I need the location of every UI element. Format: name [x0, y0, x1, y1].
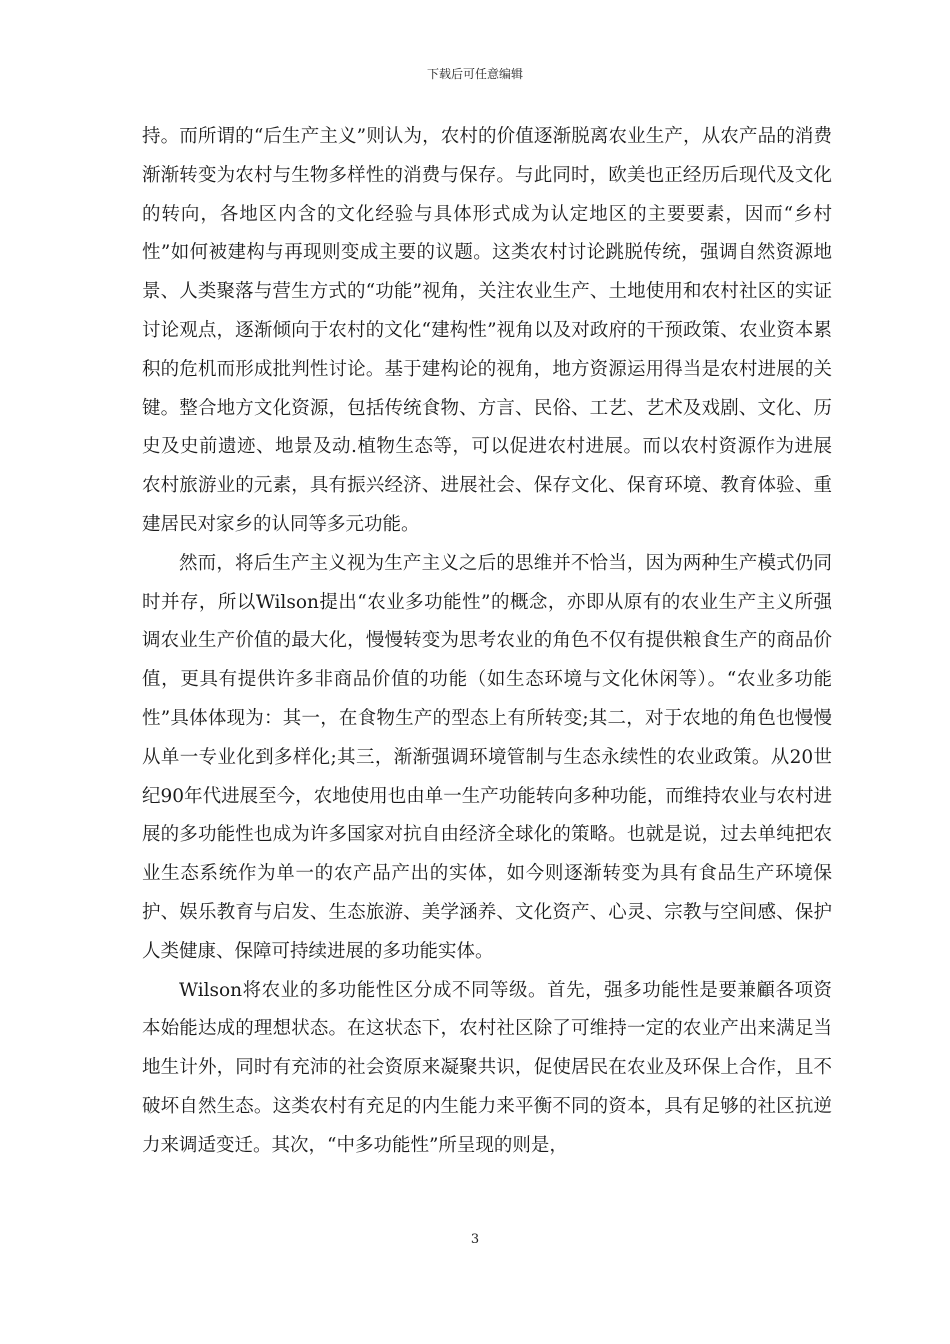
paragraph-2: 然而，将后生产主义视为生产主义之后的思维并不恰当，因为两种生产模式仍同时并存，所以Wilson提出“农业多功能性”的概念，亦即从原有的农业生产主义所强调农业生产价值的最大化，慢慢转变为思考农业的角色不仅有提供粮食生产的商品价值，更具有提供许多非商品价值的功能（如生态环境与文化休闲等）。“农业多功能性”具体体现为：其一，在食物生产的型态上有所转变;其二，对于农地的角色也慢慢从单一专业化到多样化;其三，渐渐强调环境管制与生态永续性的农业政策。从20世纪90年代进展至今，农地使用也由单一生产功能转向多种功能，而维持农业与农村进展的多功能性也成为许多国家对抗自由经济全球化的策略。也就是说，过去单纯把农业生态系统作为单一的农产品产出的实体，如今则逐渐转变为具有食品生产环境保护、娱乐教育与启发、生态旅游、美学涵养、文化资产、心灵、宗教与空间感、保护人类健康、保障可持续进展的多功能实体。 — [142, 552, 832, 962]
page-number: 3 — [470, 1232, 480, 1247]
paragraph-1: 持。而所谓的“后生产主义”则认为，农村的价值逐渐脱离农业生产，从农产品的消费渐渐转变为农村与生物多样性的消费与保存。与此同时，欧美也正经历后现代及文化的转向，各地区内含的文化经验与具体形式成为认定地区的主要要素，因而“乡村性”如何被建构与再现则变成主要的议题。这类农村讨论跳脱传统，强调自然资源地景、人类聚落与营生方式的“功能”视角，关注农业生产、土地使用和农村社区的实证讨论观点，逐渐倾向于农村的文化“建构性”视角以及对政府的干预政策、农业资本累积的危机而形成批判性讨论。基于建构论的视角，地方资源运用得当是农村进展的关键。整合地方文化资源，包括传统食物、方言、民俗、工艺、艺术及戏剧、文化、历史及史前遗迹、地景及动.植物生态等，可以促进农村进展。而以农村资源作为进展农村旅游业的元素，具有振兴经济、进展社会、保存文化、保育环境、教育体验、重建居民对家乡的认同等多元功能。 — [142, 126, 832, 535]
body-text — [142, 118, 832, 1166]
page-header: 下载后可任意编辑 — [426, 67, 523, 81]
paragraph-3: Wilson将农业的多功能性区分成不同等级。首先，强多功能性是要兼顧各项资本始能达成的理想状态。在这状态下，农村社区除了可维持一定的农业产出来满足当地生计外，同时有充沛的社会资原来凝聚共识，促使居民在农业及环保上合作，且不破坏自然生态。这类农村有充足的内生能力来平衡不同的资本，具有足够的社区抗逆力来调适变迁。其次，“中多功能性”所呈现的则是， — [142, 979, 832, 1156]
